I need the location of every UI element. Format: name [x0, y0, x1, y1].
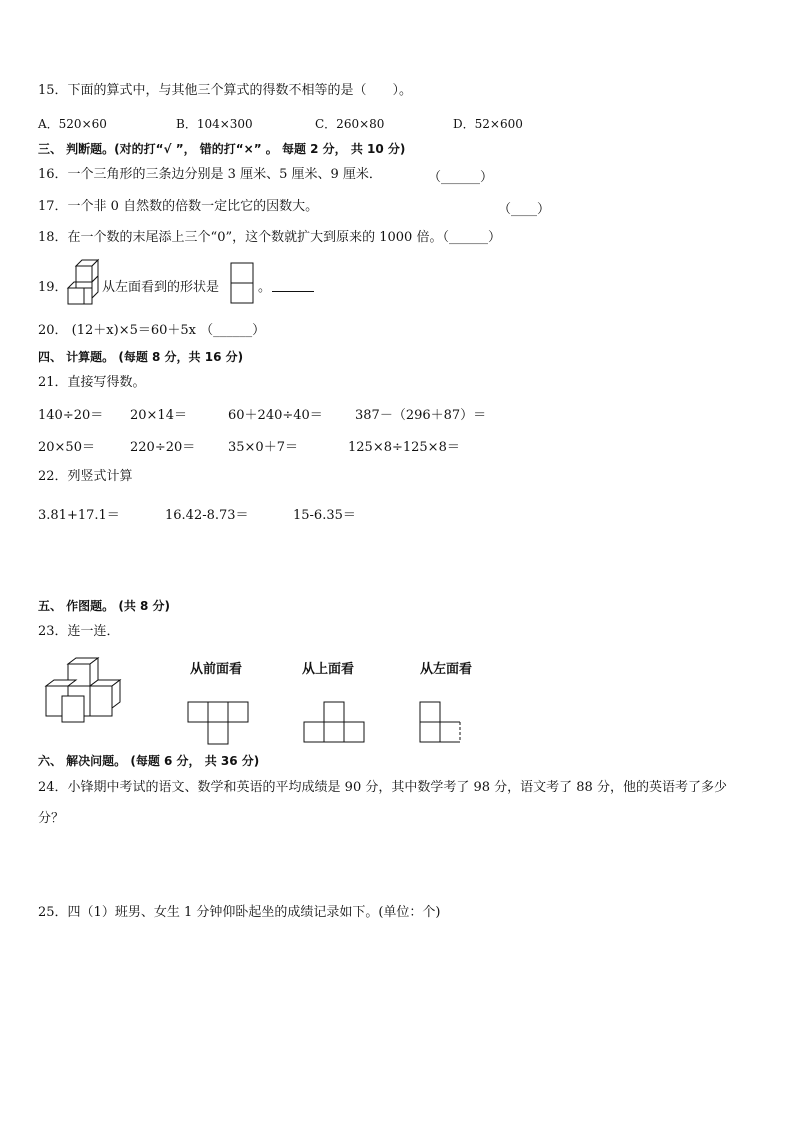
q15-option-c: C．260×80 [315, 117, 385, 131]
q22-text: 22．列竖式计算 [38, 469, 133, 484]
q24-text-line1: 24．小锋期中考试的语文、数学和英语的平均成绩是 90 分，其中数学考了 98 分，语文考了 88 分，他的英语考了多少 [38, 780, 727, 795]
q24-text-line2: 分？ [38, 811, 65, 826]
q21-item: 35×0＋7＝ [228, 440, 298, 455]
q19-text-a: 从左面看到的形状是 [102, 280, 220, 295]
q19-cube-figure [64, 258, 102, 308]
q22-item: 3.81+17.1＝ [38, 508, 120, 523]
section-6-heading: 六、 解决问题。 (每题 6 分， 共 36 分) [38, 754, 260, 768]
q23-cube-figure [40, 656, 126, 726]
q23-view-label-left: 从左面看 [420, 662, 473, 677]
q17-answer-blank: （____） [498, 202, 551, 217]
q25-text: 25．四（1）班男、女生 1 分钟仰卧起坐的成绩记录如下。(单位：个) [38, 905, 441, 920]
section-5-heading: 五、 作图题。 (共 8 分) [38, 599, 171, 613]
q19-answer-line [272, 291, 314, 292]
q20-text: 20． (12＋x)×5＝60＋5x （______） [38, 323, 266, 338]
q19-number: 19． [38, 280, 68, 295]
section-4-heading: 四、 计算题。 (每题 8 分，共 16 分) [38, 350, 244, 364]
q22-item: 15-6.35＝ [293, 508, 356, 523]
q22-item: 16.42-8.73＝ [165, 508, 249, 523]
q15-text: 15．下面的算式中，与其他三个算式的得数不相等的是（ ）。 [38, 83, 413, 98]
q16-text: 16．一个三角形的三条边分别是 3 厘米、5 厘米、9 厘米． [38, 167, 382, 182]
q19-side-view-shape [230, 262, 256, 304]
q15-option-a: A．520×60 [38, 117, 107, 131]
q21-item: 125×8÷125×8＝ [348, 440, 460, 455]
q19-text-b: 。 [258, 280, 272, 295]
q23-text: 23．连一连． [38, 624, 120, 639]
q23-left-view-shape [418, 700, 466, 748]
q16-answer-blank: （______） [428, 170, 494, 185]
q23-view-label-top: 从上面看 [302, 662, 355, 677]
q21-item: 20×50＝ [38, 440, 95, 455]
q15-option-d: D．52×600 [453, 117, 523, 131]
q18-text: 18．在一个数的末尾添上三个“0”，这个数就扩大到原来的 1000 倍。（______） [38, 230, 501, 245]
q21-item: 20×14＝ [130, 408, 187, 423]
q21-text: 21．直接写得数。 [38, 375, 146, 390]
q15-option-b: B．104×300 [176, 117, 253, 131]
q21-item: 387－（296＋87）＝ [355, 408, 487, 423]
q23-view-label-front: 从前面看 [190, 662, 243, 677]
q21-item: 220÷20＝ [130, 440, 196, 455]
q21-item: 140÷20＝ [38, 408, 104, 423]
q17-text: 17．一个非 0 自然数的倍数一定比它的因数大。 [38, 199, 319, 214]
q23-front-view-shape [186, 700, 252, 748]
q21-item: 60＋240÷40＝ [228, 408, 323, 423]
q23-top-view-shape [302, 700, 368, 748]
section-3-heading: 三、 判断题。(对的打“√ ”， 错的打“×” 。 每题 2 分， 共 10 分) [38, 142, 406, 156]
